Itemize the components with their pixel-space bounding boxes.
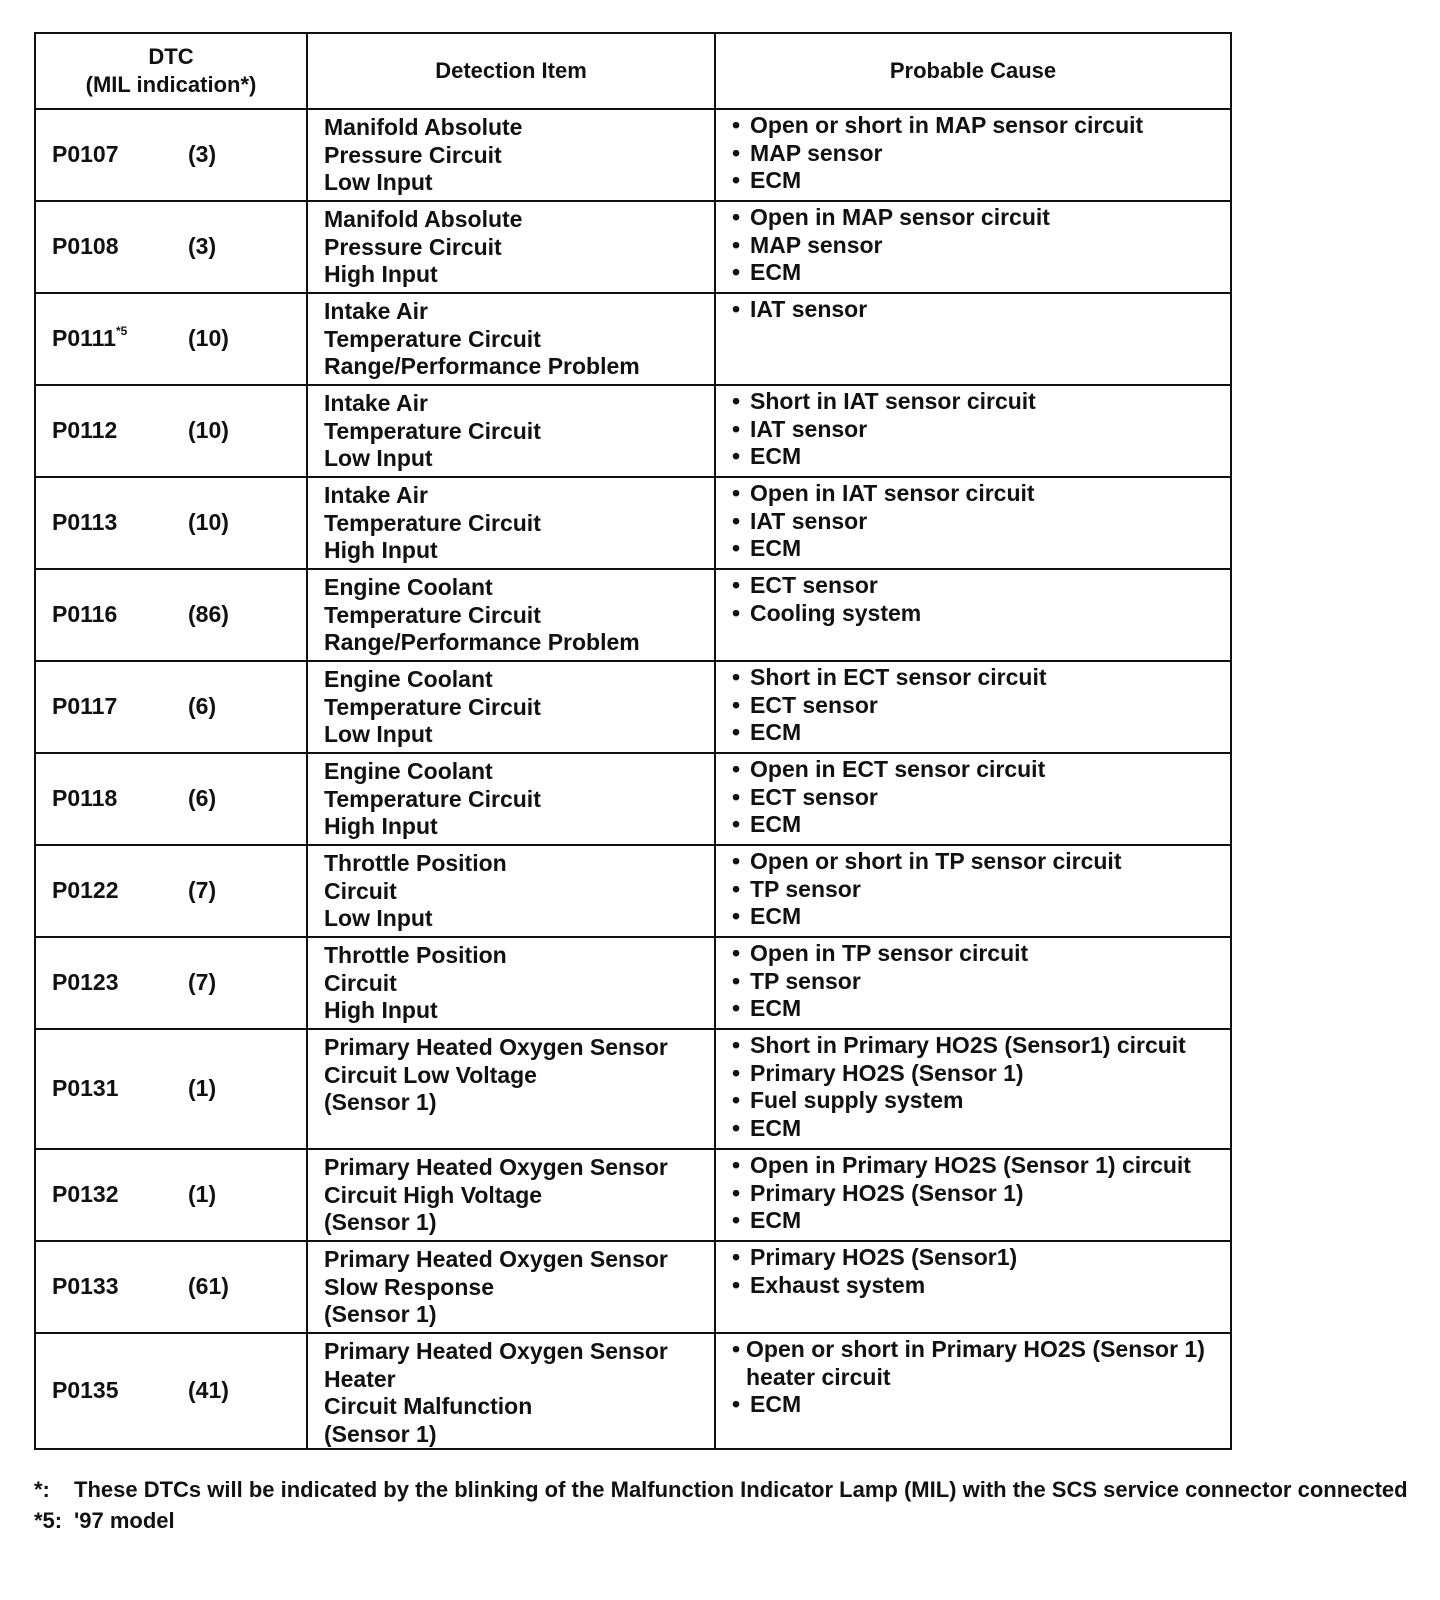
probable-cause-cell xyxy=(715,753,1231,845)
bullet-icon: • xyxy=(732,231,741,258)
cause-text: ECM xyxy=(750,995,802,1021)
probable-cause-cell xyxy=(715,1241,1231,1333)
mil-indication: (6) xyxy=(188,693,217,719)
cause-text: Short in Primary HO2S (Sensor1) circuit xyxy=(750,1032,1186,1058)
cause-text: Short in IAT sensor circuit xyxy=(750,388,1036,414)
table-row xyxy=(35,1029,1231,1149)
cause-item xyxy=(732,995,1222,1023)
header-dtc-label: DTC xyxy=(148,44,194,69)
bullet-icon: • xyxy=(732,1336,741,1362)
cause-text: ECM xyxy=(750,811,802,837)
mil-indication: (41) xyxy=(188,1377,229,1403)
bullet-icon: • xyxy=(732,1087,741,1113)
bullet-icon: • xyxy=(732,664,741,690)
dtc-code xyxy=(52,601,117,629)
cause-text: ECT sensor xyxy=(750,691,878,718)
bullet-icon: • xyxy=(732,443,741,469)
detection-item-line: Throttle Position xyxy=(324,942,507,968)
dtc-code-text: P0108 xyxy=(52,233,119,259)
mil-indication: (61) xyxy=(188,1273,229,1299)
detection-item-line: (Sensor 1) xyxy=(324,1301,437,1327)
detection-item-cell xyxy=(307,1029,715,1149)
detection-item-line: Primary Heated Oxygen Sensor xyxy=(324,1338,668,1364)
bullet-icon: • xyxy=(732,507,741,534)
dtc-code xyxy=(52,877,119,905)
header-dtc xyxy=(35,33,307,109)
bullet-icon: • xyxy=(732,875,741,902)
bullet-icon: • xyxy=(732,719,741,745)
cause-item xyxy=(732,968,1222,996)
detection-item-line: Engine Coolant xyxy=(324,666,493,692)
detection-item-line: Temperature Circuit xyxy=(324,325,541,352)
bullet-icon: • xyxy=(732,296,741,322)
detection-item-line: Low Input xyxy=(324,721,433,747)
dtc-code-text: P0122 xyxy=(52,877,119,903)
detection-item-line: (Sensor 1) xyxy=(324,1089,437,1115)
cause-text: ECM xyxy=(750,535,802,561)
cause-item xyxy=(732,416,1222,444)
cause-item xyxy=(732,443,1222,471)
cause-item xyxy=(732,940,1222,968)
dtc-code-text: P0123 xyxy=(52,969,119,995)
cause-text: MAP sensor xyxy=(750,139,883,166)
footnote-mark: *: xyxy=(34,1477,50,1502)
dtc-cell xyxy=(35,477,307,569)
probable-cause-cell xyxy=(715,569,1231,661)
cause-text: Fuel supply system xyxy=(750,1087,964,1113)
dtc-cell xyxy=(35,845,307,937)
mil-indication: (7) xyxy=(188,877,217,903)
cause-item xyxy=(732,664,1222,692)
cause-text: Open in Primary HO2S (Sensor 1) circuit xyxy=(750,1152,1191,1178)
detection-item-line: Circuit Low Voltage xyxy=(324,1061,537,1088)
cause-text: ECM xyxy=(750,443,802,469)
cause-text: ECT sensor xyxy=(750,572,878,598)
dtc-code-text: P0118 xyxy=(52,785,118,811)
cause-text: Open in IAT sensor circuit xyxy=(750,480,1035,506)
detection-item-line: Engine Coolant xyxy=(324,574,493,600)
detection-item-line: Throttle Position xyxy=(324,850,507,876)
bullet-icon: • xyxy=(732,599,741,626)
bullet-icon: • xyxy=(732,388,741,414)
dtc-code xyxy=(52,969,119,997)
cause-item xyxy=(732,600,1222,628)
cause-item xyxy=(732,1032,1222,1060)
detection-item-line: Manifold Absolute xyxy=(324,206,523,232)
detection-item-cell xyxy=(307,1241,715,1333)
cause-item xyxy=(732,1207,1222,1235)
cause-text: Open or short in Primary HO2S (Sensor 1) heater circuit xyxy=(746,1336,1205,1390)
detection-item-line: Low Input xyxy=(324,905,433,931)
bullet-icon: • xyxy=(732,415,741,442)
bullet-icon: • xyxy=(732,1059,741,1086)
cause-item xyxy=(732,140,1222,168)
bullet-icon: • xyxy=(732,940,741,966)
bullet-icon: • xyxy=(732,903,741,929)
detection-item-line: Temperature Circuit xyxy=(324,417,541,444)
probable-cause-cell xyxy=(715,293,1231,385)
cause-text: IAT sensor xyxy=(750,507,868,534)
cause-item xyxy=(732,535,1222,563)
detection-item-line: Primary Heated Oxygen Sensor xyxy=(324,1154,668,1180)
dtc-code xyxy=(52,785,117,813)
mil-indication: (3) xyxy=(188,141,217,167)
detection-item-cell xyxy=(307,1149,715,1241)
cause-item xyxy=(732,876,1222,904)
probable-cause-cell xyxy=(715,1333,1231,1449)
dtc-cell xyxy=(35,937,307,1029)
cause-item xyxy=(732,1336,1222,1391)
cause-item xyxy=(732,232,1222,260)
header-detection-item: Detection Item xyxy=(307,33,715,109)
cause-item xyxy=(732,259,1222,287)
cause-item xyxy=(732,204,1222,232)
detection-item-cell xyxy=(307,201,715,293)
dtc-cell xyxy=(35,293,307,385)
cause-text: ECM xyxy=(750,1207,802,1233)
cause-text: Short in ECT sensor circuit xyxy=(750,664,1047,690)
footnote-text: '97 model xyxy=(74,1508,175,1533)
dtc-code-text: P0112 xyxy=(52,417,118,443)
mil-indication: (7) xyxy=(188,969,217,995)
mil-indication: (3) xyxy=(188,233,217,259)
cause-item xyxy=(732,1087,1222,1115)
table-row xyxy=(35,293,1231,385)
bullet-icon: • xyxy=(732,1391,741,1417)
bullet-icon: • xyxy=(732,1152,741,1178)
mil-indication: (86) xyxy=(188,601,229,627)
dtc-cell xyxy=(35,1029,307,1149)
dtc-code-note: *5 xyxy=(115,324,128,338)
dtc-cell xyxy=(35,753,307,845)
cause-item xyxy=(732,480,1222,508)
cause-text: ECM xyxy=(750,1391,802,1417)
bullet-icon: • xyxy=(732,1207,741,1233)
cause-item xyxy=(732,848,1222,876)
detection-item-line: Temperature Circuit xyxy=(324,601,541,628)
detection-item-line: (Sensor 1) xyxy=(324,1420,437,1447)
probable-cause-cell xyxy=(715,477,1231,569)
footnote-text: These DTCs will be indicated by the blinking of the Malfunction Indicator Lamp (MIL) with the SCS service connector connected xyxy=(74,1477,1408,1502)
bullet-icon: • xyxy=(732,112,741,138)
cause-text: Open or short in MAP sensor circuit xyxy=(750,112,1144,138)
dtc-code xyxy=(52,1377,119,1405)
bullet-icon: • xyxy=(732,572,741,598)
cause-item xyxy=(732,784,1222,812)
dtc-code-text: P0107 xyxy=(52,141,119,167)
detection-item-line: Intake Air xyxy=(324,482,428,508)
cause-text: ECM xyxy=(750,719,802,745)
bullet-icon: • xyxy=(732,1271,741,1298)
dtc-code xyxy=(52,1181,119,1209)
cause-text: TP sensor xyxy=(750,875,861,902)
table-body xyxy=(35,109,1231,1449)
cause-item xyxy=(732,1272,1222,1300)
detection-item-cell xyxy=(307,845,715,937)
dtc-code xyxy=(52,1273,119,1301)
dtc-cell xyxy=(35,569,307,661)
detection-item-cell xyxy=(307,293,715,385)
dtc-code-text: P0113 xyxy=(52,509,118,535)
footnote xyxy=(34,1505,1424,1536)
mil-indication: (10) xyxy=(188,325,229,351)
table-row xyxy=(35,385,1231,477)
probable-cause-cell xyxy=(715,845,1231,937)
probable-cause-cell xyxy=(715,109,1231,201)
cause-text: ECM xyxy=(750,1114,802,1141)
detection-item-line: Circuit xyxy=(324,969,397,996)
cause-item xyxy=(732,167,1222,195)
mil-indication: (6) xyxy=(188,785,217,811)
detection-item-line: Temperature Circuit xyxy=(324,785,541,812)
mil-indication: (10) xyxy=(188,509,229,535)
cause-text: Cooling system xyxy=(750,599,922,626)
cause-text: Primary HO2S (Sensor1) xyxy=(750,1244,1018,1270)
dtc-cell xyxy=(35,1149,307,1241)
table-row xyxy=(35,201,1231,293)
bullet-icon: • xyxy=(732,995,741,1021)
dtc-cell xyxy=(35,201,307,293)
cause-item xyxy=(732,1244,1222,1272)
cause-text: Open in TP sensor circuit xyxy=(750,940,1029,966)
detection-item-cell xyxy=(307,569,715,661)
header-probable-cause: Probable Cause xyxy=(715,33,1231,109)
detection-item-line: Range/Performance Problem xyxy=(324,353,640,379)
bullet-icon: • xyxy=(732,167,741,193)
table-header-row xyxy=(35,33,1231,109)
dtc-code xyxy=(52,693,117,721)
dtc-table xyxy=(34,32,1232,1450)
mil-indication: (10) xyxy=(188,417,229,443)
dtc-code xyxy=(52,141,119,169)
detection-item-line: (Sensor 1) xyxy=(324,1209,437,1235)
detection-item-line: Primary Heated Oxygen Sensor xyxy=(324,1034,668,1060)
bullet-icon: • xyxy=(732,756,741,782)
probable-cause-cell xyxy=(715,1029,1231,1149)
probable-cause-cell xyxy=(715,937,1231,1029)
bullet-icon: • xyxy=(732,783,741,810)
cause-text: ECT sensor xyxy=(750,783,878,810)
table-row xyxy=(35,569,1231,661)
table-row xyxy=(35,937,1231,1029)
cause-item xyxy=(732,1391,1222,1419)
dtc-cell xyxy=(35,385,307,477)
bullet-icon: • xyxy=(732,480,741,506)
footnotes xyxy=(34,1474,1424,1536)
dtc-code-text: P0131 xyxy=(52,1075,119,1101)
detection-item-cell xyxy=(307,477,715,569)
dtc-cell xyxy=(35,661,307,753)
dtc-code xyxy=(52,233,119,261)
detection-item-line: Pressure Circuit xyxy=(324,141,502,168)
bullet-icon: • xyxy=(732,1032,741,1058)
detection-item-line: Pressure Circuit xyxy=(324,233,502,260)
mil-indication: (1) xyxy=(188,1181,217,1207)
bullet-icon: • xyxy=(732,811,741,837)
mil-indication: (1) xyxy=(188,1075,217,1101)
table-row xyxy=(35,109,1231,201)
cause-text: IAT sensor xyxy=(750,296,868,322)
dtc-code xyxy=(52,325,127,353)
table-row xyxy=(35,477,1231,569)
cause-item xyxy=(732,1115,1222,1143)
detection-item-line: Circuit Malfunction xyxy=(324,1393,533,1419)
dtc-code xyxy=(52,1075,119,1103)
cause-text: ECM xyxy=(750,167,802,193)
detection-item-line: Slow Response xyxy=(324,1273,494,1300)
detection-item-cell xyxy=(307,937,715,1029)
detection-item-line: Circuit High Voltage xyxy=(324,1181,543,1208)
cause-text: Exhaust system xyxy=(750,1271,926,1298)
dtc-code-text: P0135 xyxy=(52,1377,119,1403)
dtc-code xyxy=(52,509,117,537)
cause-text: IAT sensor xyxy=(750,415,868,442)
cause-item xyxy=(732,903,1222,931)
cause-item xyxy=(732,811,1222,839)
cause-item xyxy=(732,1152,1222,1180)
detection-item-line: Range/Performance Problem xyxy=(324,629,640,655)
dtc-code-text: P0116 xyxy=(52,601,118,627)
footnote-mark: *5: xyxy=(34,1508,63,1533)
cause-item xyxy=(732,112,1222,140)
dtc-cell xyxy=(35,1241,307,1333)
detection-item-line: Circuit xyxy=(324,877,397,904)
probable-cause-cell xyxy=(715,201,1231,293)
detection-item-line: Temperature Circuit xyxy=(324,693,541,720)
bullet-icon: • xyxy=(732,535,741,561)
cause-item xyxy=(732,572,1222,600)
cause-item xyxy=(732,692,1222,720)
cause-text: TP sensor xyxy=(750,967,861,994)
dtc-cell xyxy=(35,1333,307,1449)
detection-item-line: Intake Air xyxy=(324,298,428,324)
detection-item-cell xyxy=(307,109,715,201)
probable-cause-cell xyxy=(715,661,1231,753)
dtc-code-text: P0111 xyxy=(52,325,116,351)
table-row xyxy=(35,1149,1231,1241)
dtc-code-text: P0117 xyxy=(52,693,118,719)
dtc-code-text: P0132 xyxy=(52,1181,119,1207)
detection-item-line: High Input xyxy=(324,813,438,839)
bullet-icon: • xyxy=(732,1114,741,1141)
bullet-icon: • xyxy=(732,967,741,994)
detection-item-line: Low Input xyxy=(324,445,433,471)
detection-item-line: Temperature Circuit xyxy=(324,509,541,536)
cause-text: ECM xyxy=(750,903,802,929)
bullet-icon: • xyxy=(732,691,741,718)
detection-item-line: High Input xyxy=(324,261,438,287)
bullet-icon: • xyxy=(732,1179,741,1206)
detection-item-line: Heater xyxy=(324,1365,396,1392)
bullet-icon: • xyxy=(732,259,741,285)
cause-item xyxy=(732,508,1222,536)
table-row xyxy=(35,1333,1231,1449)
cause-text: Open in MAP sensor circuit xyxy=(750,204,1050,230)
detection-item-cell xyxy=(307,385,715,477)
dtc-cell xyxy=(35,109,307,201)
detection-item-cell xyxy=(307,661,715,753)
detection-item-line: High Input xyxy=(324,997,438,1023)
probable-cause-cell xyxy=(715,1149,1231,1241)
dtc-code-text: P0133 xyxy=(52,1273,119,1299)
footnote xyxy=(34,1474,1424,1505)
table-row xyxy=(35,845,1231,937)
table-row xyxy=(35,753,1231,845)
header-dtc-sublabel: (MIL indication*) xyxy=(85,72,257,97)
cause-item xyxy=(732,296,1222,324)
bullet-icon: • xyxy=(732,1244,741,1270)
cause-text: Primary HO2S (Sensor 1) xyxy=(750,1059,1024,1086)
cause-text: MAP sensor xyxy=(750,231,883,258)
probable-cause-cell xyxy=(715,385,1231,477)
cause-text: ECM xyxy=(750,259,802,285)
bullet-icon: • xyxy=(732,204,741,230)
cause-text: Primary HO2S (Sensor 1) xyxy=(750,1179,1024,1206)
detection-item-line: High Input xyxy=(324,537,438,563)
cause-item xyxy=(732,719,1222,747)
detection-item-line: Primary Heated Oxygen Sensor xyxy=(324,1246,668,1272)
cause-text: Open in ECT sensor circuit xyxy=(750,756,1046,782)
detection-item-cell xyxy=(307,753,715,845)
detection-item-line: Low Input xyxy=(324,169,433,195)
cause-item xyxy=(732,388,1222,416)
table-row xyxy=(35,1241,1231,1333)
detection-item-line: Manifold Absolute xyxy=(324,114,523,140)
bullet-icon: • xyxy=(732,848,741,874)
cause-item xyxy=(732,1060,1222,1088)
detection-item-line: Intake Air xyxy=(324,390,428,416)
cause-item xyxy=(732,1180,1222,1208)
cause-text: Open or short in TP sensor circuit xyxy=(750,848,1122,874)
cause-item xyxy=(732,756,1222,784)
dtc-code xyxy=(52,417,117,445)
table-row xyxy=(35,661,1231,753)
detection-item-line: Engine Coolant xyxy=(324,758,493,784)
detection-item-cell xyxy=(307,1333,715,1449)
bullet-icon: • xyxy=(732,139,741,166)
